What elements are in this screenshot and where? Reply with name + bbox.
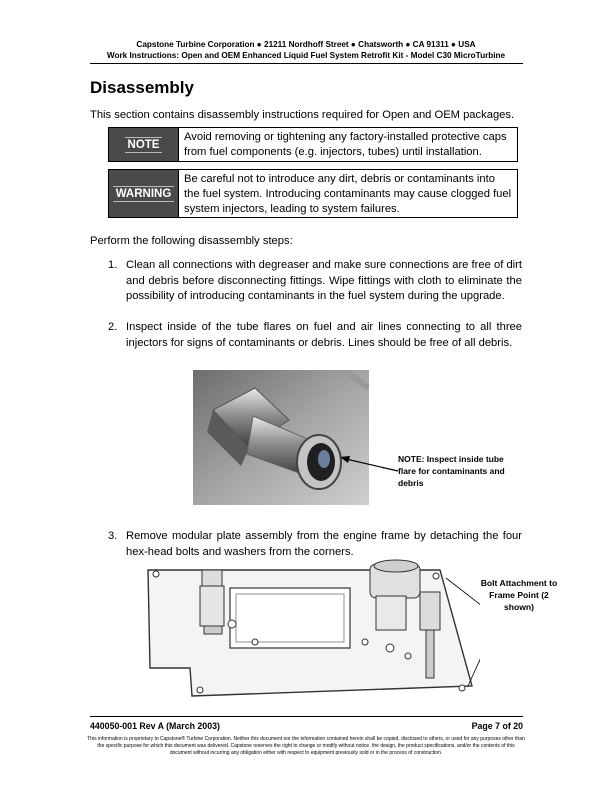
note-box — [108, 127, 518, 162]
step-item — [108, 320, 522, 351]
note-text: Avoid removing or tightening any factory-installed protective caps from fuel components (e.g. injectors, tubes) until installation. — [184, 131, 507, 158]
header-company: Capstone Turbine Corporation ● 21211 Nordhoff Street ● Chatsworth ● CA 91311 ● USA — [136, 40, 476, 49]
tube-flare-photo — [193, 370, 369, 505]
step-item — [108, 258, 522, 305]
warning-box — [108, 169, 518, 218]
step-text: Clean all connections with degreaser and make sure connections are free of dirt and debris before disconnecting fittings. Wipe fittings with cloth to eliminate the possibility of introducing contaminants in the fuel system during the upgrade. — [126, 259, 522, 302]
photo-arrow-icon — [340, 455, 400, 475]
step-number: 3. — [108, 530, 118, 542]
footer-page-number: Page 7 of 20 — [471, 721, 523, 731]
header-rule — [90, 63, 523, 64]
step-number: 1. — [108, 259, 118, 271]
step-text: Remove modular plate assembly from the engine frame by detaching the four hex-head bolts and washers from the corners. — [126, 530, 522, 558]
header-doc-title: Work Instructions: Open and OEM Enhanced Liquid Fuel System Retrofit Kit - Model C30 MicroTurbine — [106, 51, 506, 60]
section-intro: This section contains disassembly instructions required for Open and OEM packages. — [90, 109, 515, 121]
step-number: 2. — [108, 321, 118, 333]
steps-intro: Perform the following disassembly steps: — [90, 235, 293, 247]
note-tag: NOTE — [109, 128, 179, 161]
bolt-attachment-label: Bolt Attachment to Frame Point (2 shown) — [480, 578, 558, 612]
footer-doc-number: 440050-001 Rev A (March 2003) — [90, 721, 220, 731]
photo-note: NOTE: Inspect inside tube flare for contaminants and debris — [398, 454, 505, 488]
warning-text: Be careful not to introduce any dirt, debris or contaminants into the fuel system. Introducing contaminants may cause clogged fuel system injectors, leading to system failures. — [184, 173, 512, 215]
section-title: Disassembly — [90, 78, 194, 97]
step-text: Inspect inside of the tube flares on fuel and air lines connecting to all three injectors for signs of contaminants or debris. Lines should be free of all debris. — [126, 321, 522, 349]
footer-rule — [90, 716, 523, 717]
warning-tag: WARNING — [109, 170, 179, 217]
modular-plate-drawing — [140, 556, 480, 706]
footer-disclaimer: This information is proprietary to Capstone® Turbine Corporation. Neither this document nor the information contained herein shall be copied, disclosed to others, or used for any purposes other than the specific purpose for which this document was delivered. Capstone reserves the right to change or modify without notice, the design, the product specifications, and/or the contents of this document without incurring any obligation either with respect to equipment previously sold or in the process of construction. — [87, 736, 525, 756]
